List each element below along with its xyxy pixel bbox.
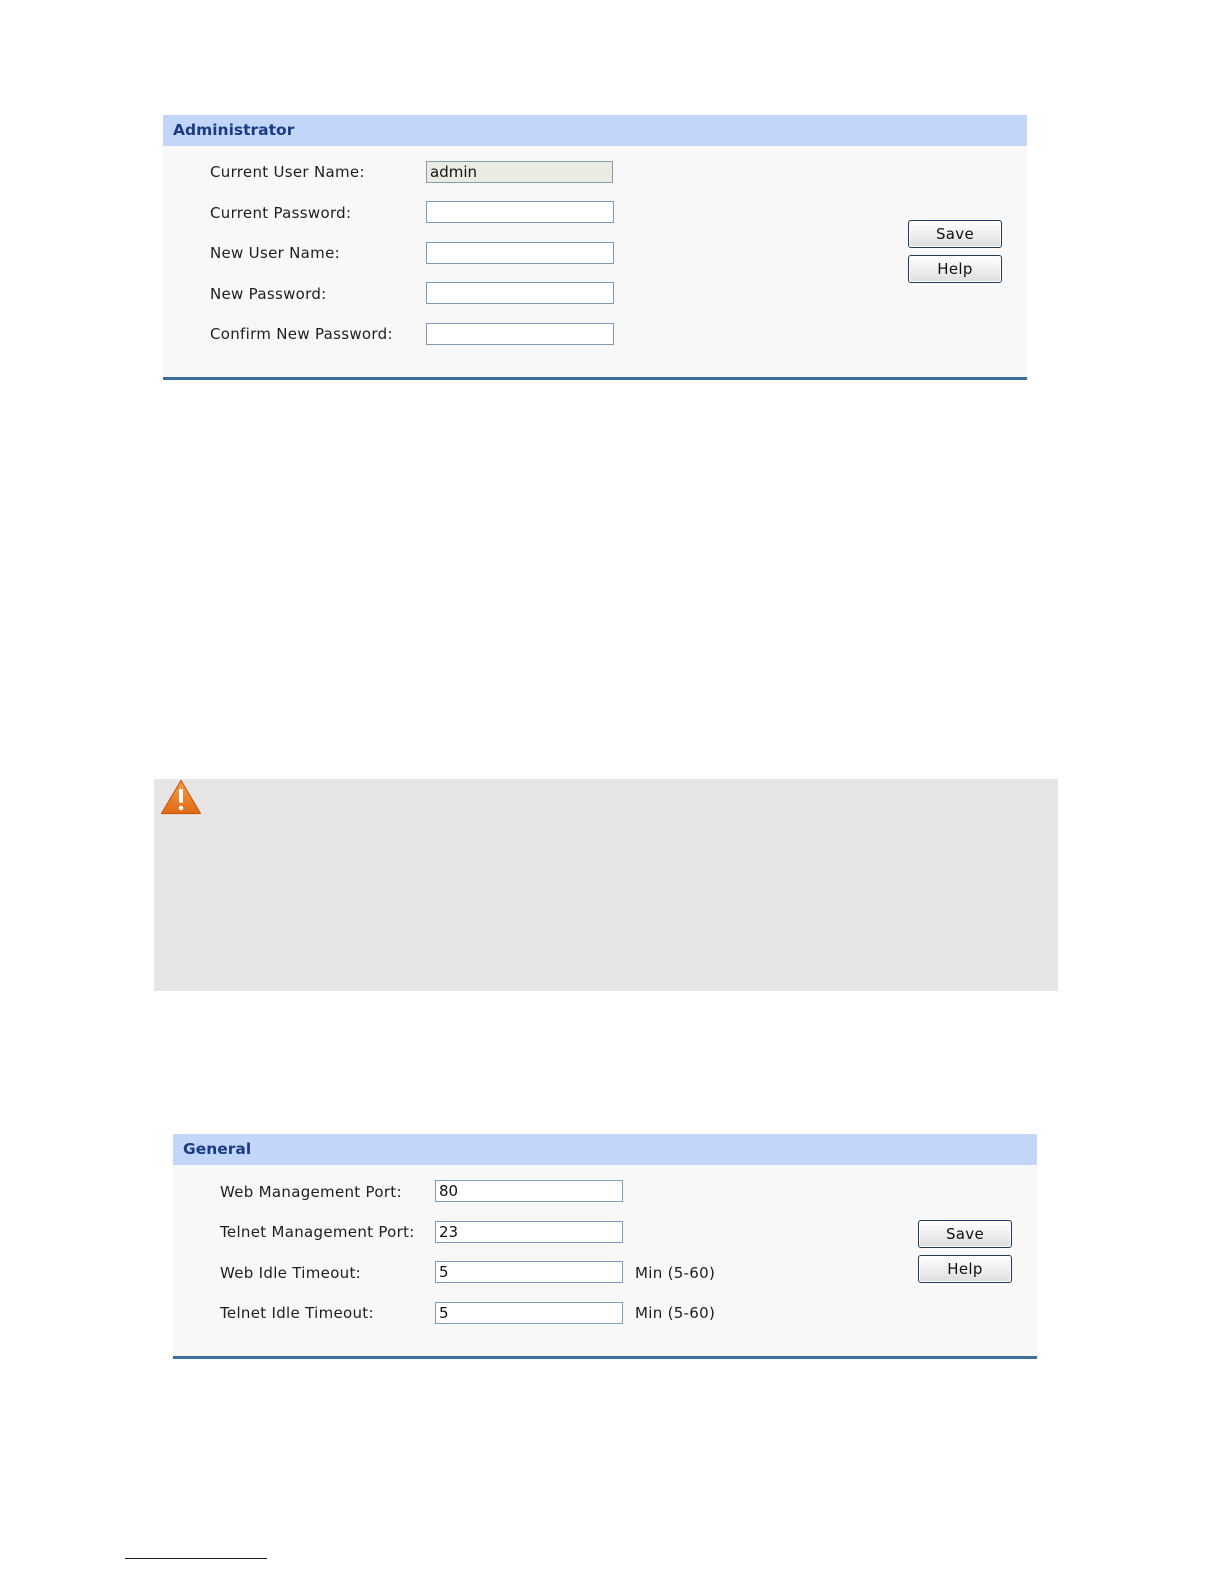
confirm-new-password-field[interactable] <box>426 323 614 345</box>
general-panel-title: General <box>173 1134 1037 1165</box>
telnet-idle-timeout-label: Telnet Idle Timeout: <box>220 1304 374 1322</box>
current-user-name-field: admin <box>426 161 613 183</box>
general-help-button[interactable]: Help <box>918 1255 1012 1283</box>
new-password-label: New Password: <box>210 285 327 303</box>
current-password-field[interactable] <box>426 201 614 223</box>
new-user-name-field[interactable] <box>426 242 614 264</box>
telnet-management-port-field[interactable]: 23 <box>435 1221 623 1243</box>
telnet-management-port-label: Telnet Management Port: <box>220 1223 415 1241</box>
current-password-label: Current Password: <box>210 204 352 222</box>
telnet-idle-timeout-unit: Min (5-60) <box>635 1304 716 1322</box>
administrator-save-button[interactable]: Save <box>908 220 1002 248</box>
administrator-panel-title: Administrator <box>163 115 1027 146</box>
confirm-new-password-label: Confirm New Password: <box>210 325 393 343</box>
current-user-name-label: Current User Name: <box>210 163 365 181</box>
general-panel-divider <box>173 1356 1037 1359</box>
footnote-separator <box>125 1558 267 1559</box>
telnet-idle-timeout-field[interactable]: 5 <box>435 1302 623 1324</box>
web-idle-timeout-label: Web Idle Timeout: <box>220 1264 362 1282</box>
new-password-field[interactable] <box>426 282 614 304</box>
web-management-port-label: Web Management Port: <box>220 1183 402 1201</box>
warning-icon <box>160 779 202 815</box>
general-save-button[interactable]: Save <box>918 1220 1012 1248</box>
new-user-name-label: New User Name: <box>210 244 340 262</box>
web-idle-timeout-field[interactable]: 5 <box>435 1261 623 1283</box>
web-idle-timeout-unit: Min (5-60) <box>635 1264 716 1282</box>
administrator-panel-divider <box>163 377 1027 380</box>
note-box <box>154 779 1058 991</box>
web-management-port-field[interactable]: 80 <box>435 1180 623 1202</box>
general-panel <box>173 1134 1037 1359</box>
administrator-panel <box>163 115 1027 380</box>
administrator-help-button[interactable]: Help <box>908 255 1002 283</box>
